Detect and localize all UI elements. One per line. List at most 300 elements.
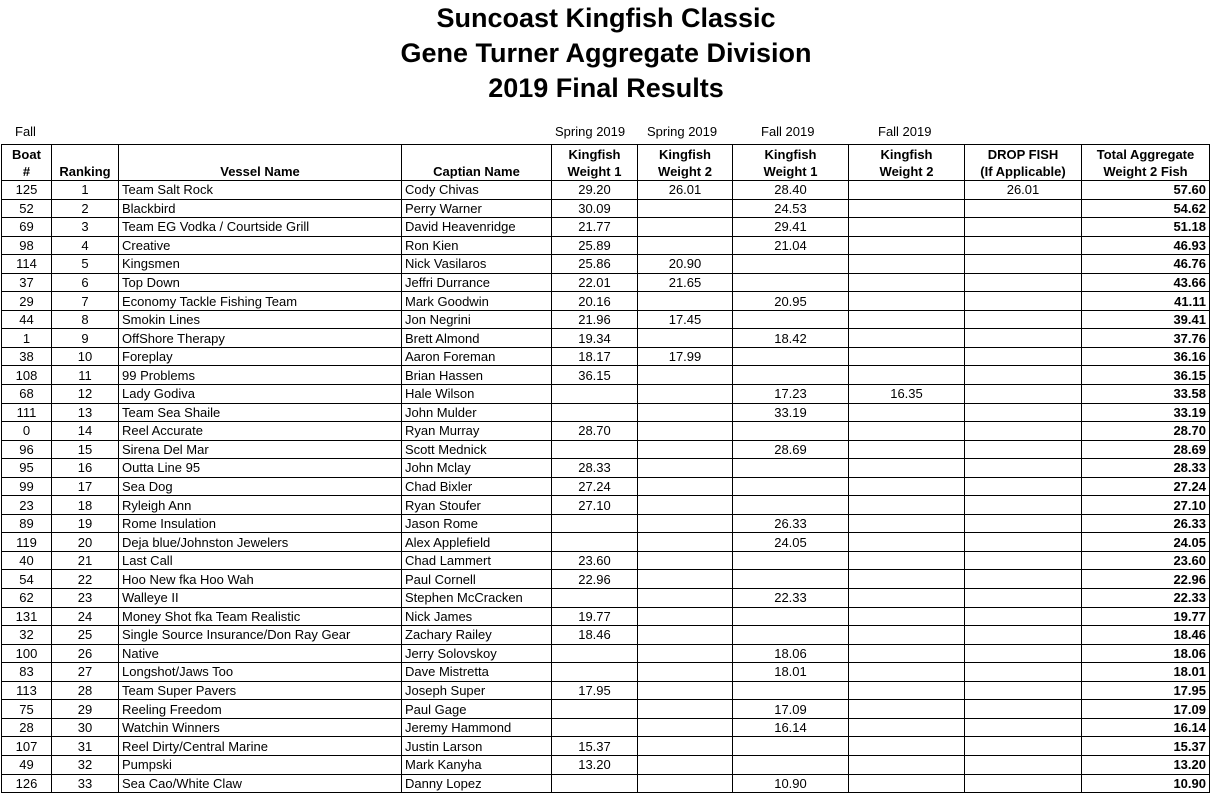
results-table xyxy=(1,144,1210,793)
total-aggregate-cell: 18.01 xyxy=(1082,663,1210,682)
vessel-name-cell: 99 Problems xyxy=(119,366,402,385)
drop-fish-cell xyxy=(965,255,1082,274)
header-vessel-name: Vessel Name xyxy=(119,145,402,181)
ranking-cell: 17 xyxy=(52,477,119,496)
spring-weight-2-cell xyxy=(638,626,733,645)
fall-weight-2-cell xyxy=(849,626,965,645)
vessel-name-cell: Team Super Pavers xyxy=(119,681,402,700)
total-aggregate-cell: 43.66 xyxy=(1082,273,1210,292)
table-row xyxy=(2,663,1210,682)
ranking-cell: 4 xyxy=(52,236,119,255)
boat-number-cell: 108 xyxy=(2,366,52,385)
boat-number-cell: 28 xyxy=(2,718,52,737)
fall-weight-1-cell: 17.09 xyxy=(733,700,849,719)
ranking-cell: 2 xyxy=(52,199,119,218)
drop-fish-cell xyxy=(965,477,1082,496)
total-aggregate-cell: 28.70 xyxy=(1082,422,1210,441)
captain-name-cell: Joseph Super xyxy=(402,681,552,700)
table-row xyxy=(2,385,1210,404)
boat-number-cell: 83 xyxy=(2,663,52,682)
spring-weight-1-cell: 25.86 xyxy=(552,255,638,274)
header-fall-weight-2: Kingfish Weight 2 xyxy=(849,145,965,181)
ranking-cell: 5 xyxy=(52,255,119,274)
header-spring-weight-2: Kingfish Weight 2 xyxy=(638,145,733,181)
captain-name-cell: Stephen McCracken xyxy=(402,589,552,608)
drop-fish-cell xyxy=(965,273,1082,292)
fall-weight-2-cell xyxy=(849,496,965,515)
drop-fish-cell xyxy=(965,385,1082,404)
fall-weight-2-cell xyxy=(849,199,965,218)
ranking-cell: 32 xyxy=(52,755,119,774)
total-aggregate-cell: 27.10 xyxy=(1082,496,1210,515)
drop-fish-cell: 26.01 xyxy=(965,181,1082,200)
ranking-cell: 7 xyxy=(52,292,119,311)
captain-name-cell: Jerry Solovskoy xyxy=(402,644,552,663)
vessel-name-cell: Outta Line 95 xyxy=(119,459,402,478)
fall-weight-2-cell xyxy=(849,310,965,329)
boat-number-cell: 119 xyxy=(2,533,52,552)
total-aggregate-cell: 46.93 xyxy=(1082,236,1210,255)
fall-weight-2-cell xyxy=(849,774,965,793)
ranking-cell: 18 xyxy=(52,496,119,515)
fall-weight-1-cell: 24.53 xyxy=(733,199,849,218)
spring-weight-2-cell xyxy=(638,533,733,552)
vessel-name-cell: Lady Godiva xyxy=(119,385,402,404)
spring-weight-2-cell xyxy=(638,737,733,756)
fall-weight-1-cell xyxy=(733,626,849,645)
boat-number-cell: 89 xyxy=(2,514,52,533)
vessel-name-cell: Watchin Winners xyxy=(119,718,402,737)
spring-weight-1-cell: 15.37 xyxy=(552,737,638,756)
ranking-cell: 31 xyxy=(52,737,119,756)
vessel-name-cell: Hoo New fka Hoo Wah xyxy=(119,570,402,589)
total-aggregate-cell: 17.09 xyxy=(1082,700,1210,719)
fall-weight-1-cell: 17.23 xyxy=(733,385,849,404)
table-row xyxy=(2,477,1210,496)
ranking-cell: 15 xyxy=(52,440,119,459)
captain-name-cell: Brian Hassen xyxy=(402,366,552,385)
fall-weight-1-cell: 18.01 xyxy=(733,663,849,682)
vessel-name-cell: Last Call xyxy=(119,551,402,570)
fall-weight-2-cell xyxy=(849,329,965,348)
fall-weight-1-cell: 18.42 xyxy=(733,329,849,348)
fall-weight-1-cell: 22.33 xyxy=(733,589,849,608)
spring-weight-2-cell xyxy=(638,403,733,422)
fall-weight-1-cell xyxy=(733,737,849,756)
spring-weight-1-cell: 27.10 xyxy=(552,496,638,515)
fall-weight-1-cell xyxy=(733,570,849,589)
boat-number-cell: 131 xyxy=(2,607,52,626)
fall-weight-2-cell xyxy=(849,589,965,608)
spring-weight-2-cell xyxy=(638,440,733,459)
captain-name-cell: Chad Lammert xyxy=(402,551,552,570)
total-aggregate-cell: 24.05 xyxy=(1082,533,1210,552)
table-row xyxy=(2,700,1210,719)
fall-weight-1-cell: 10.90 xyxy=(733,774,849,793)
total-aggregate-cell: 26.33 xyxy=(1082,514,1210,533)
total-aggregate-cell: 19.77 xyxy=(1082,607,1210,626)
fall-weight-1-cell: 26.33 xyxy=(733,514,849,533)
ranking-cell: 19 xyxy=(52,514,119,533)
total-aggregate-cell: 18.06 xyxy=(1082,644,1210,663)
spring-weight-2-cell xyxy=(638,755,733,774)
captain-name-cell: Alex Applefield xyxy=(402,533,552,552)
ranking-cell: 16 xyxy=(52,459,119,478)
vessel-name-cell: OffShore Therapy xyxy=(119,329,402,348)
spring-weight-2-cell xyxy=(638,718,733,737)
boat-number-cell: 111 xyxy=(2,403,52,422)
drop-fish-cell xyxy=(965,626,1082,645)
spring-weight-2-cell xyxy=(638,681,733,700)
fall-weight-2-cell xyxy=(849,737,965,756)
captain-name-cell: Justin Larson xyxy=(402,737,552,756)
header-ranking: Ranking xyxy=(52,145,119,181)
vessel-name-cell: Team EG Vodka / Courtside Grill xyxy=(119,218,402,237)
vessel-name-cell: Longshot/Jaws Too xyxy=(119,663,402,682)
fall-weight-1-cell xyxy=(733,273,849,292)
spring-weight-1-cell xyxy=(552,774,638,793)
fall-weight-1-cell xyxy=(733,607,849,626)
table-row xyxy=(2,551,1210,570)
spring-weight-1-cell xyxy=(552,700,638,719)
group-label-spring-2019-w1: Spring 2019 xyxy=(555,124,626,139)
boat-number-cell: 69 xyxy=(2,218,52,237)
fall-weight-2-cell xyxy=(849,477,965,496)
spring-weight-1-cell: 28.70 xyxy=(552,422,638,441)
fall-weight-1-cell xyxy=(733,551,849,570)
captain-name-cell: Dave Mistretta xyxy=(402,663,552,682)
page-results-title: 2019 Final Results xyxy=(488,73,724,103)
spring-weight-2-cell xyxy=(638,496,733,515)
spring-weight-1-cell: 13.20 xyxy=(552,755,638,774)
fall-weight-1-cell xyxy=(733,347,849,366)
spring-weight-1-cell xyxy=(552,533,638,552)
drop-fish-cell xyxy=(965,422,1082,441)
ranking-cell: 23 xyxy=(52,589,119,608)
boat-number-cell: 98 xyxy=(2,236,52,255)
captain-name-cell: Jeffri Durrance xyxy=(402,273,552,292)
fall-weight-2-cell xyxy=(849,347,965,366)
boat-number-cell: 126 xyxy=(2,774,52,793)
vessel-name-cell: Sea Cao/White Claw xyxy=(119,774,402,793)
table-row xyxy=(2,514,1210,533)
spring-weight-2-cell xyxy=(638,366,733,385)
boat-number-cell: 75 xyxy=(2,700,52,719)
spring-weight-1-cell: 22.96 xyxy=(552,570,638,589)
total-aggregate-cell: 13.20 xyxy=(1082,755,1210,774)
spring-weight-1-cell xyxy=(552,663,638,682)
fall-weight-2-cell xyxy=(849,607,965,626)
ranking-cell: 30 xyxy=(52,718,119,737)
fall-weight-1-cell xyxy=(733,422,849,441)
vessel-name-cell: Money Shot fka Team Realistic xyxy=(119,607,402,626)
captain-name-cell: Mark Kanyha xyxy=(402,755,552,774)
fall-weight-2-cell: 16.35 xyxy=(849,385,965,404)
vessel-name-cell: Reel Accurate xyxy=(119,422,402,441)
fall-weight-1-cell: 18.06 xyxy=(733,644,849,663)
drop-fish-cell xyxy=(965,718,1082,737)
boat-number-cell: 37 xyxy=(2,273,52,292)
boat-number-cell: 68 xyxy=(2,385,52,404)
drop-fish-cell xyxy=(965,644,1082,663)
table-row xyxy=(2,681,1210,700)
total-aggregate-cell: 54.62 xyxy=(1082,199,1210,218)
fall-weight-2-cell xyxy=(849,570,965,589)
ranking-cell: 14 xyxy=(52,422,119,441)
table-row xyxy=(2,403,1210,422)
table-row xyxy=(2,273,1210,292)
drop-fish-cell xyxy=(965,681,1082,700)
ranking-cell: 12 xyxy=(52,385,119,404)
table-row xyxy=(2,329,1210,348)
spring-weight-2-cell xyxy=(638,644,733,663)
spring-weight-2-cell xyxy=(638,422,733,441)
fall-weight-2-cell xyxy=(849,422,965,441)
drop-fish-cell xyxy=(965,737,1082,756)
table-row xyxy=(2,607,1210,626)
boat-number-cell: 113 xyxy=(2,681,52,700)
captain-name-cell: Nick Vasilaros xyxy=(402,255,552,274)
total-aggregate-cell: 46.76 xyxy=(1082,255,1210,274)
spring-weight-2-cell xyxy=(638,663,733,682)
spring-weight-2-cell xyxy=(638,551,733,570)
spring-weight-1-cell xyxy=(552,403,638,422)
fall-weight-2-cell xyxy=(849,181,965,200)
spring-weight-2-cell xyxy=(638,329,733,348)
vessel-name-cell: Top Down xyxy=(119,273,402,292)
total-aggregate-cell: 27.24 xyxy=(1082,477,1210,496)
fall-weight-1-cell xyxy=(733,366,849,385)
total-aggregate-cell: 57.60 xyxy=(1082,181,1210,200)
table-row xyxy=(2,199,1210,218)
captain-name-cell: Scott Mednick xyxy=(402,440,552,459)
captain-name-cell: John Mulder xyxy=(402,403,552,422)
vessel-name-cell: Reeling Freedom xyxy=(119,700,402,719)
captain-name-cell: Brett Almond xyxy=(402,329,552,348)
table-row xyxy=(2,422,1210,441)
drop-fish-cell xyxy=(965,329,1082,348)
ranking-cell: 6 xyxy=(52,273,119,292)
fall-weight-2-cell xyxy=(849,700,965,719)
vessel-name-cell: Ryleigh Ann xyxy=(119,496,402,515)
header-captain-name: Captian Name xyxy=(402,145,552,181)
table-row xyxy=(2,218,1210,237)
captain-name-cell: Ron Kien xyxy=(402,236,552,255)
captain-name-cell: Danny Lopez xyxy=(402,774,552,793)
vessel-name-cell: Team Sea Shaile xyxy=(119,403,402,422)
boat-number-cell: 96 xyxy=(2,440,52,459)
header-total-aggregate: Total Aggregate Weight 2 Fish xyxy=(1082,145,1210,181)
vessel-name-cell: Sirena Del Mar xyxy=(119,440,402,459)
ranking-cell: 10 xyxy=(52,347,119,366)
total-aggregate-cell: 17.95 xyxy=(1082,681,1210,700)
captain-name-cell: Paul Cornell xyxy=(402,570,552,589)
drop-fish-cell xyxy=(965,459,1082,478)
spring-weight-1-cell: 22.01 xyxy=(552,273,638,292)
captain-name-cell: John Mclay xyxy=(402,459,552,478)
boat-number-cell: 1 xyxy=(2,329,52,348)
captain-name-cell: Jeremy Hammond xyxy=(402,718,552,737)
group-label-fall: Fall xyxy=(15,124,36,139)
total-aggregate-cell: 33.19 xyxy=(1082,403,1210,422)
total-aggregate-cell: 28.33 xyxy=(1082,459,1210,478)
fall-weight-1-cell: 20.95 xyxy=(733,292,849,311)
spring-weight-2-cell xyxy=(638,514,733,533)
fall-weight-1-cell xyxy=(733,477,849,496)
vessel-name-cell: Team Salt Rock xyxy=(119,181,402,200)
fall-weight-1-cell: 28.69 xyxy=(733,440,849,459)
header-spring-weight-1: Kingfish Weight 1 xyxy=(552,145,638,181)
drop-fish-cell xyxy=(965,310,1082,329)
boat-number-cell: 62 xyxy=(2,589,52,608)
total-aggregate-cell: 41.11 xyxy=(1082,292,1210,311)
table-row xyxy=(2,755,1210,774)
ranking-cell: 29 xyxy=(52,700,119,719)
ranking-cell: 22 xyxy=(52,570,119,589)
vessel-name-cell: Sea Dog xyxy=(119,477,402,496)
spring-weight-1-cell xyxy=(552,440,638,459)
vessel-name-cell: Reel Dirty/Central Marine xyxy=(119,737,402,756)
fall-weight-2-cell xyxy=(849,459,965,478)
spring-weight-2-cell xyxy=(638,700,733,719)
group-label-fall-2019-w2: Fall 2019 xyxy=(878,124,932,139)
ranking-cell: 9 xyxy=(52,329,119,348)
spring-weight-2-cell: 20.90 xyxy=(638,255,733,274)
captain-name-cell: Cody Chivas xyxy=(402,181,552,200)
spring-weight-1-cell xyxy=(552,644,638,663)
results-body xyxy=(2,181,1210,793)
total-aggregate-cell: 39.41 xyxy=(1082,310,1210,329)
fall-weight-1-cell: 33.19 xyxy=(733,403,849,422)
table-row xyxy=(2,533,1210,552)
ranking-cell: 20 xyxy=(52,533,119,552)
ranking-cell: 3 xyxy=(52,218,119,237)
table-row xyxy=(2,589,1210,608)
fall-weight-2-cell xyxy=(849,218,965,237)
total-aggregate-cell: 10.90 xyxy=(1082,774,1210,793)
fall-weight-1-cell xyxy=(733,755,849,774)
drop-fish-cell xyxy=(965,663,1082,682)
spring-weight-1-cell: 18.17 xyxy=(552,347,638,366)
fall-weight-2-cell xyxy=(849,644,965,663)
spring-weight-2-cell xyxy=(638,589,733,608)
total-aggregate-cell: 23.60 xyxy=(1082,551,1210,570)
total-aggregate-cell: 15.37 xyxy=(1082,737,1210,756)
boat-number-cell: 38 xyxy=(2,347,52,366)
table-row xyxy=(2,310,1210,329)
boat-number-cell: 44 xyxy=(2,310,52,329)
drop-fish-cell xyxy=(965,700,1082,719)
fall-weight-2-cell xyxy=(849,533,965,552)
drop-fish-cell xyxy=(965,218,1082,237)
ranking-cell: 28 xyxy=(52,681,119,700)
fall-weight-2-cell xyxy=(849,366,965,385)
table-row xyxy=(2,626,1210,645)
total-aggregate-cell: 36.15 xyxy=(1082,366,1210,385)
group-label-fall-2019-w1: Fall 2019 xyxy=(761,124,815,139)
ranking-cell: 13 xyxy=(52,403,119,422)
spring-weight-1-cell xyxy=(552,385,638,404)
drop-fish-cell xyxy=(965,440,1082,459)
fall-weight-1-cell xyxy=(733,681,849,700)
spring-weight-2-cell: 26.01 xyxy=(638,181,733,200)
fall-weight-2-cell xyxy=(849,255,965,274)
table-row xyxy=(2,737,1210,756)
boat-number-cell: 40 xyxy=(2,551,52,570)
table-row xyxy=(2,440,1210,459)
drop-fish-cell xyxy=(965,774,1082,793)
page-title: Suncoast Kingfish Classic xyxy=(436,3,776,33)
spring-weight-2-cell xyxy=(638,607,733,626)
spring-weight-1-cell: 25.89 xyxy=(552,236,638,255)
boat-number-cell: 32 xyxy=(2,626,52,645)
spring-weight-2-cell xyxy=(638,477,733,496)
captain-name-cell: Chad Bixler xyxy=(402,477,552,496)
total-aggregate-cell: 22.96 xyxy=(1082,570,1210,589)
fall-weight-2-cell xyxy=(849,292,965,311)
total-aggregate-cell: 16.14 xyxy=(1082,718,1210,737)
ranking-cell: 26 xyxy=(52,644,119,663)
spring-weight-1-cell xyxy=(552,718,638,737)
vessel-name-cell: Rome Insulation xyxy=(119,514,402,533)
vessel-name-cell: Creative xyxy=(119,236,402,255)
spring-weight-2-cell xyxy=(638,570,733,589)
fall-weight-2-cell xyxy=(849,403,965,422)
drop-fish-cell xyxy=(965,403,1082,422)
header-boat: Boat # xyxy=(2,145,52,181)
boat-number-cell: 125 xyxy=(2,181,52,200)
page-subtitle: Gene Turner Aggregate Division xyxy=(400,38,812,68)
captain-name-cell: Paul Gage xyxy=(402,700,552,719)
total-aggregate-cell: 22.33 xyxy=(1082,589,1210,608)
boat-number-cell: 0 xyxy=(2,422,52,441)
drop-fish-cell xyxy=(965,292,1082,311)
drop-fish-cell xyxy=(965,755,1082,774)
fall-weight-2-cell xyxy=(849,514,965,533)
spring-weight-1-cell: 21.96 xyxy=(552,310,638,329)
spring-weight-2-cell: 21.65 xyxy=(638,273,733,292)
fall-weight-1-cell xyxy=(733,496,849,515)
total-aggregate-cell: 51.18 xyxy=(1082,218,1210,237)
captain-name-cell: Ryan Stoufer xyxy=(402,496,552,515)
spring-weight-1-cell: 21.77 xyxy=(552,218,638,237)
spring-weight-1-cell: 27.24 xyxy=(552,477,638,496)
title-block xyxy=(0,0,1212,106)
total-aggregate-cell: 28.69 xyxy=(1082,440,1210,459)
total-aggregate-cell: 36.16 xyxy=(1082,347,1210,366)
fall-weight-2-cell xyxy=(849,273,965,292)
spring-weight-1-cell: 17.95 xyxy=(552,681,638,700)
vessel-name-cell: Blackbird xyxy=(119,199,402,218)
vessel-name-cell: Smokin Lines xyxy=(119,310,402,329)
spring-weight-1-cell: 30.09 xyxy=(552,199,638,218)
drop-fish-cell xyxy=(965,607,1082,626)
header-fall-weight-1: Kingfish Weight 1 xyxy=(733,145,849,181)
spring-weight-1-cell: 19.34 xyxy=(552,329,638,348)
spring-weight-2-cell xyxy=(638,774,733,793)
table-row xyxy=(2,774,1210,793)
ranking-cell: 24 xyxy=(52,607,119,626)
ranking-cell: 33 xyxy=(52,774,119,793)
fall-weight-1-cell: 28.40 xyxy=(733,181,849,200)
captain-name-cell: Jon Negrini xyxy=(402,310,552,329)
fall-weight-2-cell xyxy=(849,551,965,570)
spring-weight-1-cell xyxy=(552,514,638,533)
spring-weight-1-cell xyxy=(552,589,638,608)
fall-weight-1-cell xyxy=(733,459,849,478)
vessel-name-cell: Kingsmen xyxy=(119,255,402,274)
spring-weight-2-cell xyxy=(638,236,733,255)
